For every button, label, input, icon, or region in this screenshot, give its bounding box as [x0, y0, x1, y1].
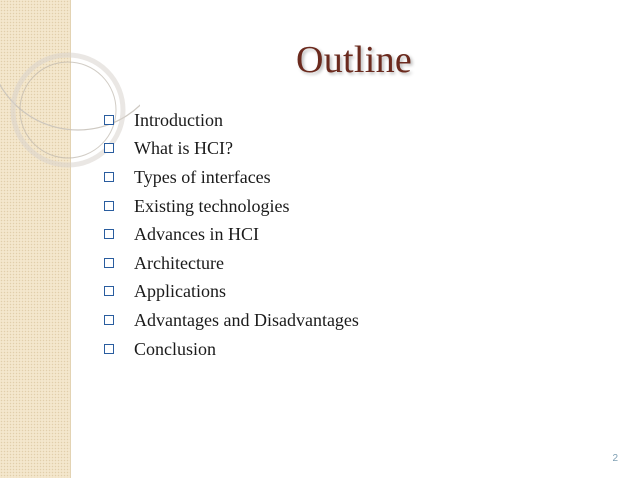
square-bullet-icon [104, 201, 115, 212]
outline-item [104, 306, 359, 335]
outline-item [104, 106, 359, 135]
page-number: 2 [612, 453, 618, 464]
square-bullet-icon [104, 143, 115, 154]
outline-item-label: Advances in HCI [134, 224, 259, 245]
square-bullet-icon [104, 344, 115, 355]
slide-title [0, 38, 638, 82]
outline-item-label: Applications [134, 281, 226, 302]
outline-item [104, 163, 359, 192]
square-bullet-icon [104, 258, 115, 269]
square-bullet-icon [104, 172, 115, 183]
outline-item [104, 135, 359, 164]
outline-item [104, 220, 359, 249]
outline-item-label: Conclusion [134, 338, 217, 359]
slide-title-text: Outline [295, 39, 413, 81]
square-bullet-icon [104, 315, 115, 326]
outline-item [104, 278, 359, 307]
square-bullet-icon [104, 286, 115, 297]
outline-item-label: Introduction [134, 109, 223, 130]
outline-item [104, 249, 359, 278]
outline-item-label: Advantages and Disadvantages [134, 309, 359, 330]
outline-item-label: Architecture [134, 252, 224, 273]
outline-item [104, 192, 359, 221]
outline-item-label: Existing technologies [134, 195, 290, 216]
outline-item-label: What is HCI? [134, 138, 233, 159]
outline-list [104, 106, 359, 363]
square-bullet-icon [104, 115, 115, 126]
square-bullet-icon [104, 229, 115, 240]
outline-item-label: Types of interfaces [134, 166, 271, 187]
outline-item [104, 335, 359, 364]
